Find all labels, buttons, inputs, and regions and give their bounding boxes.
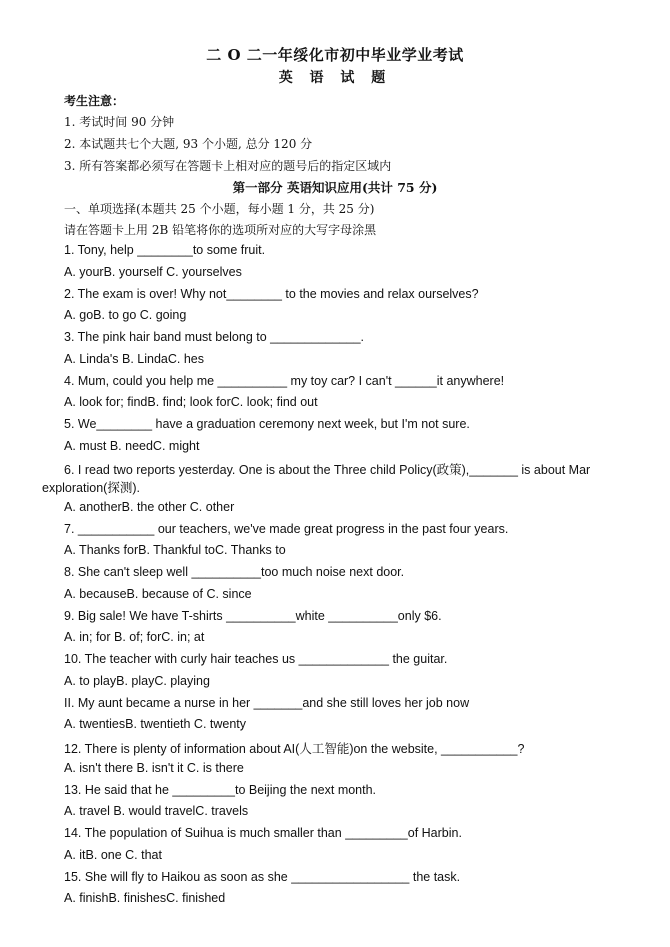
question-options: A. yourB. yourself C. yourselves <box>64 265 242 279</box>
notice-item: 2. 本试题共七个大题, 93 个小题, 总分 120 分 <box>64 137 313 151</box>
question-options: A. look for; findB. find; look forC. look; find out <box>64 395 318 409</box>
question-stem: 9. Big sale! We have T-shirts __________white __________only $6. <box>64 609 442 623</box>
question-options: A. goB. to go C. going <box>64 308 187 322</box>
question-options: A. Linda's B. LindaC. hes <box>64 352 204 366</box>
question-stem: 8. She can't sleep well __________too much noise next door. <box>64 565 405 579</box>
question-stem: 10. The teacher with curly hair teaches us _____________ the guitar. <box>64 652 448 666</box>
question-stem: 2. The exam is over! Why not________ to the movies and relax ourselves? <box>64 287 479 301</box>
question-stem: 1. Tony, help ________to some fruit. <box>64 243 266 257</box>
question-stem: 3. The pink hair band must belong to _____________. <box>64 330 364 344</box>
question-options: A. in; for B. of; forC. in; at <box>64 630 205 644</box>
question-options: A. Thanks forB. Thankful toC. Thanks to <box>64 543 286 557</box>
section-heading: 一、单项选择(本题共 25 个小题，每小题 1 分，共 25 分) <box>64 202 375 216</box>
question-stem: 7. ___________ our teachers, we've made great progress in the past four years. <box>64 522 509 536</box>
exam-subtitle: 英 语 试 题 <box>278 70 392 86</box>
question-stem: 5. We________ have a graduation ceremony next week, but I'm not sure. <box>64 417 470 431</box>
question-options: A. must B. needC. might <box>64 439 200 453</box>
question-options: A. twentiesB. twentieth C. twenty <box>64 717 247 731</box>
notice-item: 3. 所有答案都必须写在答题卡上相对应的题号后的指定区域内 <box>64 159 392 173</box>
section-instruction: 请在答题卡上用 2B 铅笔将你的选项所对应的大写字母涂黑 <box>64 223 377 237</box>
question-stem: 14. The population of Suihua is much smaller than _________of Harbin. <box>64 826 462 840</box>
question-options: A. isn't there B. isn't it C. is there <box>64 761 244 775</box>
question-options: A. itB. one C. that <box>64 848 162 862</box>
question-stem: 12. There is plenty of information about AI(人工智能)on the website, ___________? <box>64 742 525 756</box>
question-stem: 6. I read two reports yesterday. One is about the Three child Policy(政策),_______ is about Mar <box>64 463 591 477</box>
question-stem-continued: exploration(探测). <box>42 481 140 495</box>
question-stem: 4. Mum, could you help me __________ my toy car? I can't ______it anywhere! <box>64 374 505 388</box>
notice-item: 1. 考试时间 90 分钟 <box>64 115 175 129</box>
question-options: A. travel B. would travelC. travels <box>64 804 249 818</box>
question-options: A. anotherB. the other C. other <box>64 500 235 514</box>
question-stem: 15. She will fly to Haikou as soon as she _________________ the task. <box>64 870 461 884</box>
question-options: A. to playB. playC. playing <box>64 674 210 688</box>
exam-title: 二 O 二一年绥化市初中毕业学业考试 <box>206 46 464 64</box>
question-options: A. finishB. finishesC. finished <box>64 891 226 905</box>
notice-heading: 考生注意： <box>64 94 125 108</box>
question-options: A. becauseB. because of C. since <box>64 587 252 601</box>
part-one-title: 第一部分 英语知识应用(共计 75 分) <box>232 180 438 195</box>
question-stem: II. My aunt became a nurse in her _______and she still loves her job now <box>64 696 470 710</box>
question-stem: 13. He said that he _________to Beijing the next month. <box>64 783 377 797</box>
